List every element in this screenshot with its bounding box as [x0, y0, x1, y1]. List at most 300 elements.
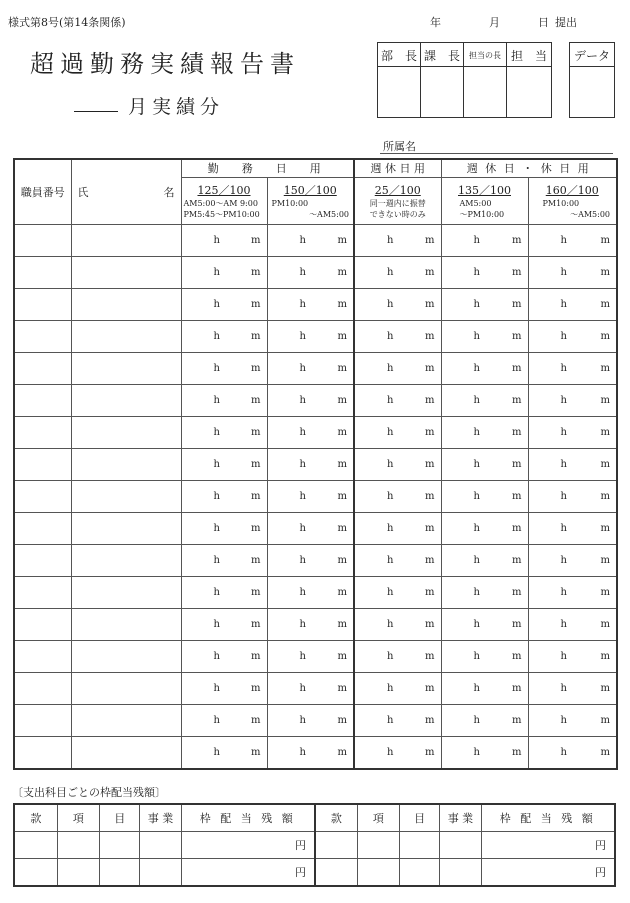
name-cell[interactable] [71, 320, 181, 352]
name-cell[interactable] [71, 640, 181, 672]
table-row [14, 512, 617, 544]
minutes-unit: m [251, 650, 261, 662]
hours-cell[interactable] [528, 704, 617, 736]
hours-unit: h [387, 554, 394, 566]
minutes-unit: m [600, 554, 611, 566]
hours-unit: h [213, 330, 220, 342]
hours-cell[interactable] [528, 256, 617, 288]
hours-unit: h [213, 682, 220, 694]
hours-cell[interactable] [441, 736, 528, 769]
budget-table [13, 803, 616, 887]
hours-unit: h [473, 426, 480, 438]
employee-no-cell[interactable] [14, 288, 71, 320]
hours-cell[interactable] [441, 416, 528, 448]
hours-cell[interactable] [181, 576, 267, 608]
minutes-unit: m [337, 266, 347, 278]
hours-unit: h [299, 298, 306, 310]
budget-section-label: 〔支出科目ごとの枠配当残額〕 [12, 786, 166, 799]
name-cell[interactable] [71, 704, 181, 736]
hours-cell[interactable] [354, 736, 441, 769]
group-workday: 勤 務 日 用 [181, 159, 354, 177]
minutes-unit: m [337, 714, 347, 726]
minutes-unit: m [600, 586, 611, 598]
budget-cell[interactable] [440, 859, 481, 887]
minutes-unit: m [251, 618, 261, 630]
hours-unit: h [213, 458, 220, 470]
table-row [14, 736, 617, 769]
hours-cell[interactable] [181, 480, 267, 512]
hours-cell[interactable] [441, 576, 528, 608]
employee-no-cell[interactable] [14, 416, 71, 448]
hours-cell[interactable] [528, 416, 617, 448]
budget-cell[interactable] [14, 859, 57, 887]
hours-cell[interactable] [267, 704, 354, 736]
hours-unit: h [299, 522, 306, 534]
minutes-unit: m [512, 298, 522, 310]
employee-no-cell[interactable] [14, 544, 71, 576]
hours-cell[interactable] [267, 320, 354, 352]
budget-header-jigyo-2: 事 業 [440, 804, 481, 832]
budget-cell[interactable] [357, 832, 399, 859]
hours-unit: h [299, 362, 306, 374]
hours-cell[interactable] [528, 576, 617, 608]
hours-cell[interactable] [441, 704, 528, 736]
hours-unit: h [213, 650, 220, 662]
department-line [380, 153, 613, 154]
minutes-unit: m [251, 522, 261, 534]
hours-cell[interactable] [528, 384, 617, 416]
employee-no-cell[interactable] [14, 320, 71, 352]
hours-unit: h [387, 458, 394, 470]
rate-160-time1: PM10:00 [542, 198, 580, 208]
hours-unit: h [387, 650, 394, 662]
hours-unit: h [299, 618, 306, 630]
name-cell[interactable] [71, 448, 181, 480]
minutes-unit: m [512, 746, 522, 758]
name-cell[interactable] [71, 288, 181, 320]
hours-unit: h [213, 586, 220, 598]
minutes-unit: m [512, 394, 522, 406]
minutes-unit: m [337, 586, 347, 598]
minutes-unit: m [600, 330, 611, 342]
name-cell[interactable] [71, 512, 181, 544]
hours-unit: h [560, 682, 567, 694]
minutes-unit: m [251, 714, 261, 726]
budget-cell[interactable] [140, 859, 181, 887]
hours-cell[interactable] [528, 672, 617, 704]
hours-cell[interactable] [441, 384, 528, 416]
minutes-unit: m [251, 426, 261, 438]
minutes-unit: m [425, 426, 435, 438]
budget-header-balance-2: 枠 配 当 残 額 [481, 804, 615, 832]
table-row [14, 480, 617, 512]
minutes-unit: m [600, 682, 611, 694]
minutes-unit: m [600, 458, 611, 470]
employee-no-cell[interactable] [14, 672, 71, 704]
hours-unit: h [387, 490, 394, 502]
hours-unit: h [387, 330, 394, 342]
hours-unit: h [387, 234, 394, 246]
employee-no-cell[interactable] [14, 448, 71, 480]
hours-cell[interactable] [441, 640, 528, 672]
hours-unit: h [560, 298, 567, 310]
budget-yen-cell[interactable]: 円 [481, 832, 615, 859]
name-cell[interactable] [71, 384, 181, 416]
hours-cell[interactable] [354, 544, 441, 576]
minutes-unit: m [425, 394, 435, 406]
hours-cell[interactable] [528, 288, 617, 320]
budget-cell[interactable] [400, 859, 440, 887]
budget-cell[interactable] [14, 832, 57, 859]
hours-cell[interactable] [181, 608, 267, 640]
name-cell[interactable] [71, 352, 181, 384]
minutes-unit: m [337, 490, 347, 502]
hours-unit: h [560, 618, 567, 630]
minutes-unit: m [600, 266, 611, 278]
hours-cell[interactable] [267, 736, 354, 769]
hours-cell[interactable] [181, 672, 267, 704]
rate-cell-25 [354, 177, 441, 224]
hours-cell[interactable] [181, 704, 267, 736]
name-cell[interactable] [71, 576, 181, 608]
hours-cell[interactable] [267, 448, 354, 480]
hours-cell[interactable] [267, 544, 354, 576]
rate-150-time2: 〜AM5:00 [309, 209, 349, 219]
hours-cell[interactable] [528, 512, 617, 544]
hours-cell[interactable] [181, 448, 267, 480]
hours-cell[interactable] [528, 608, 617, 640]
budget-header-moku-2: 目 [400, 804, 440, 832]
minutes-unit: m [251, 394, 261, 406]
minutes-unit: m [337, 234, 347, 246]
hours-unit: h [213, 554, 220, 566]
hours-unit: h [473, 266, 480, 278]
minutes-unit: m [512, 714, 522, 726]
hours-unit: h [560, 554, 567, 566]
rate-cell-160 [528, 177, 617, 224]
hours-cell[interactable] [441, 288, 528, 320]
hours-unit: h [560, 458, 567, 470]
hours-cell[interactable] [354, 320, 441, 352]
col-employee-no: 職員番号 [14, 159, 71, 224]
hours-cell[interactable] [181, 544, 267, 576]
table-row [14, 416, 617, 448]
budget-yen-cell[interactable]: 円 [481, 859, 615, 887]
employee-no-cell[interactable] [14, 512, 71, 544]
hours-unit: h [473, 330, 480, 342]
minutes-unit: m [251, 298, 261, 310]
hours-cell[interactable] [528, 224, 617, 256]
hours-cell[interactable] [528, 736, 617, 769]
name-cell[interactable] [71, 544, 181, 576]
hours-cell[interactable] [441, 448, 528, 480]
name-cell[interactable] [71, 736, 181, 769]
hours-cell[interactable] [354, 640, 441, 672]
rate-cell-150 [267, 177, 354, 224]
employee-no-cell[interactable] [14, 640, 71, 672]
minutes-unit: m [251, 554, 261, 566]
table-row [14, 448, 617, 480]
table-row [14, 384, 617, 416]
col-name [71, 159, 181, 224]
overtime-table [13, 158, 618, 770]
hours-unit: h [387, 714, 394, 726]
hours-unit: h [299, 458, 306, 470]
minutes-unit: m [600, 426, 611, 438]
budget-yen-cell[interactable]: 円 [181, 832, 315, 859]
budget-header-row [14, 804, 615, 832]
hours-cell[interactable] [354, 480, 441, 512]
hours-cell[interactable] [441, 256, 528, 288]
budget-header-kan: 款 [14, 804, 57, 832]
minutes-unit: m [251, 266, 261, 278]
hours-cell[interactable] [267, 224, 354, 256]
minutes-unit: m [425, 266, 435, 278]
department-label: 所属名 [383, 140, 416, 153]
col-name-left: 氏 [77, 185, 89, 199]
rate-25-time2: できない時のみ [369, 209, 426, 219]
minutes-unit: m [425, 298, 435, 310]
minutes-unit: m [512, 234, 522, 246]
minutes-unit: m [600, 746, 611, 758]
name-cell[interactable] [71, 416, 181, 448]
data-stamp-box [569, 42, 615, 118]
hours-unit: h [299, 746, 306, 758]
employee-no-cell[interactable] [14, 736, 71, 769]
budget-yen-cell[interactable]: 円 [181, 859, 315, 887]
rate-cell-135 [441, 177, 528, 224]
minutes-unit: m [600, 618, 611, 630]
approval-label-tanto: 担 当 [510, 49, 547, 63]
hours-cell[interactable] [267, 672, 354, 704]
budget-cell[interactable] [140, 832, 181, 859]
table-row [14, 544, 617, 576]
hours-cell[interactable] [528, 320, 617, 352]
minutes-unit: m [600, 522, 611, 534]
hours-cell[interactable] [267, 416, 354, 448]
hours-cell[interactable] [528, 640, 617, 672]
hours-unit: h [213, 266, 220, 278]
hours-unit: h [299, 650, 306, 662]
hours-cell[interactable] [354, 288, 441, 320]
minutes-unit: m [425, 554, 435, 566]
minutes-unit: m [337, 554, 347, 566]
hours-unit: h [299, 394, 306, 406]
hours-unit: h [473, 522, 480, 534]
hours-cell[interactable] [354, 608, 441, 640]
minutes-unit: m [425, 714, 435, 726]
name-cell[interactable] [71, 480, 181, 512]
rate-cell-125 [181, 177, 267, 224]
hours-unit: h [560, 746, 567, 758]
hours-cell[interactable] [267, 640, 354, 672]
month-blank-line [74, 111, 118, 112]
hours-unit: h [213, 426, 220, 438]
employee-no-cell[interactable] [14, 224, 71, 256]
hours-cell[interactable] [354, 256, 441, 288]
employee-no-cell[interactable] [14, 384, 71, 416]
table-row [14, 608, 617, 640]
hours-unit: h [473, 714, 480, 726]
hours-cell[interactable] [441, 352, 528, 384]
minutes-unit: m [425, 650, 435, 662]
hours-unit: h [387, 362, 394, 374]
minutes-unit: m [512, 650, 522, 662]
employee-no-cell[interactable] [14, 256, 71, 288]
hours-unit: h [299, 330, 306, 342]
hours-unit: h [473, 490, 480, 502]
minutes-unit: m [425, 362, 435, 374]
minutes-unit: m [337, 298, 347, 310]
hours-cell[interactable] [441, 224, 528, 256]
hours-cell[interactable] [441, 672, 528, 704]
minutes-unit: m [251, 234, 261, 246]
budget-cell[interactable] [400, 832, 440, 859]
minutes-unit: m [337, 458, 347, 470]
hours-cell[interactable] [354, 576, 441, 608]
name-cell[interactable] [71, 672, 181, 704]
hours-cell[interactable] [354, 352, 441, 384]
minutes-unit: m [425, 330, 435, 342]
hours-unit: h [473, 298, 480, 310]
minutes-unit: m [600, 298, 611, 310]
hours-cell[interactable] [441, 480, 528, 512]
hours-cell[interactable] [354, 224, 441, 256]
hours-cell[interactable] [267, 608, 354, 640]
minutes-unit: m [600, 234, 611, 246]
minutes-unit: m [600, 394, 611, 406]
hours-cell[interactable] [354, 384, 441, 416]
minutes-unit: m [425, 682, 435, 694]
hours-cell[interactable] [441, 608, 528, 640]
hours-unit: h [387, 682, 394, 694]
hours-cell[interactable] [528, 352, 617, 384]
hours-cell[interactable] [441, 544, 528, 576]
employee-no-cell[interactable] [14, 608, 71, 640]
minutes-unit: m [512, 682, 522, 694]
hours-cell[interactable] [528, 544, 617, 576]
hours-cell[interactable] [181, 352, 267, 384]
hours-unit: h [387, 618, 394, 630]
budget-cell[interactable] [57, 832, 99, 859]
hours-unit: h [473, 618, 480, 630]
name-cell[interactable] [71, 256, 181, 288]
name-cell[interactable] [71, 608, 181, 640]
budget-cell[interactable] [315, 859, 357, 887]
hours-unit: h [299, 234, 306, 246]
minutes-unit: m [251, 362, 261, 374]
hours-cell[interactable] [181, 416, 267, 448]
table-row [14, 704, 617, 736]
rate-25: 25／100 [374, 183, 421, 197]
hours-unit: h [473, 362, 480, 374]
minutes-unit: m [512, 522, 522, 534]
hours-unit: h [473, 554, 480, 566]
minutes-unit: m [425, 746, 435, 758]
hours-cell[interactable] [354, 512, 441, 544]
budget-cell[interactable] [440, 832, 481, 859]
hours-cell[interactable] [267, 480, 354, 512]
employee-no-cell[interactable] [14, 480, 71, 512]
approval-label-kacho: 課 長 [423, 49, 460, 63]
hours-cell[interactable] [354, 416, 441, 448]
hours-cell[interactable] [267, 384, 354, 416]
rate-125-time1: AM5:00〜AM 9:00 [183, 198, 258, 208]
hours-cell[interactable] [181, 256, 267, 288]
hours-cell[interactable] [181, 736, 267, 769]
minutes-unit: m [512, 266, 522, 278]
rate-160-time2: 〜AM5:00 [570, 209, 611, 219]
hours-cell[interactable] [354, 672, 441, 704]
hours-cell[interactable] [528, 480, 617, 512]
hours-cell[interactable] [181, 224, 267, 256]
minutes-unit: m [337, 650, 347, 662]
hours-unit: h [299, 426, 306, 438]
hours-unit: h [213, 394, 220, 406]
hours-cell[interactable] [267, 352, 354, 384]
budget-cell[interactable] [100, 859, 140, 887]
hours-cell[interactable] [441, 320, 528, 352]
hours-cell[interactable] [267, 512, 354, 544]
budget-cell[interactable] [357, 859, 399, 887]
table-row [14, 224, 617, 256]
hours-cell[interactable] [181, 288, 267, 320]
hours-unit: h [560, 426, 567, 438]
hours-cell[interactable] [267, 576, 354, 608]
table-row [14, 576, 617, 608]
hours-cell[interactable] [528, 448, 617, 480]
budget-cell[interactable] [315, 832, 357, 859]
hours-cell[interactable] [267, 288, 354, 320]
hours-cell[interactable] [181, 384, 267, 416]
hours-cell[interactable] [181, 640, 267, 672]
minutes-unit: m [251, 682, 261, 694]
name-cell[interactable] [71, 224, 181, 256]
minutes-unit: m [600, 714, 611, 726]
date-day-label: 日 [538, 16, 549, 29]
minutes-unit: m [251, 490, 261, 502]
minutes-unit: m [337, 522, 347, 534]
rate-135-time2: 〜PM10:00 [459, 209, 505, 219]
approval-stamp-box [377, 42, 552, 118]
employee-no-cell[interactable] [14, 576, 71, 608]
hours-cell[interactable] [354, 448, 441, 480]
hours-cell[interactable] [267, 256, 354, 288]
hours-cell[interactable] [441, 512, 528, 544]
date-month-label: 月 [489, 16, 500, 29]
hours-unit: h [473, 586, 480, 598]
budget-cell[interactable] [100, 832, 140, 859]
employee-no-cell[interactable] [14, 704, 71, 736]
hours-unit: h [560, 330, 567, 342]
minutes-unit: m [512, 426, 522, 438]
hours-cell[interactable] [181, 512, 267, 544]
rate-25-time1: 同一週内に振替 [369, 198, 426, 208]
hours-unit: h [299, 266, 306, 278]
budget-row [14, 859, 615, 887]
page-title: 超過勤務実績報告書 [30, 50, 300, 78]
minutes-unit: m [425, 522, 435, 534]
rate-150-time1: PM10:00 [271, 198, 309, 208]
hours-cell[interactable] [354, 704, 441, 736]
budget-cell[interactable] [57, 859, 99, 887]
minutes-unit: m [337, 426, 347, 438]
hours-cell[interactable] [181, 320, 267, 352]
minutes-unit: m [337, 682, 347, 694]
minutes-unit: m [425, 458, 435, 470]
minutes-unit: m [251, 586, 261, 598]
employee-no-cell[interactable] [14, 352, 71, 384]
